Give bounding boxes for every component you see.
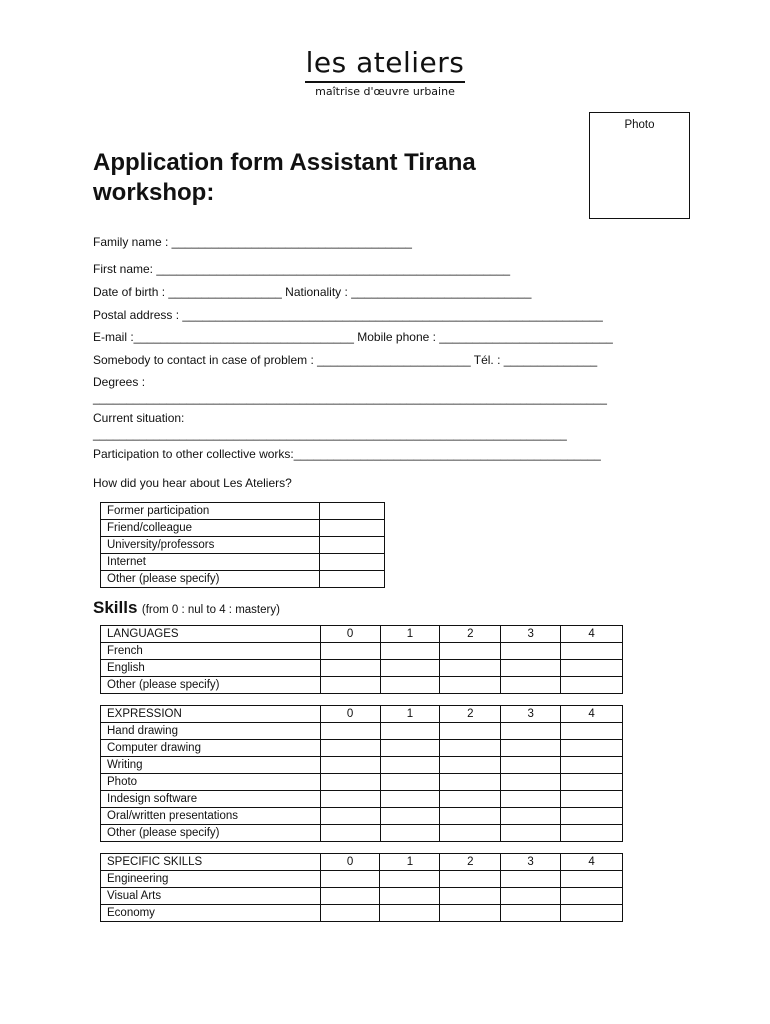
rating-cell[interactable] (561, 774, 623, 791)
table-row (101, 520, 385, 537)
rating-cell[interactable] (501, 871, 561, 888)
birth-nationality-field[interactable]: Date of birth : _________________ Nationality : ___________________________ (93, 285, 532, 299)
degrees-line[interactable]: _____________________________________________________________________________ (93, 391, 607, 405)
rating-cell[interactable] (501, 660, 561, 677)
rating-cell[interactable] (320, 825, 380, 842)
rating-cell[interactable] (380, 740, 440, 757)
skill-label: Writing (101, 757, 321, 774)
option-label: Former participation (101, 503, 320, 520)
rating-cell[interactable] (440, 660, 501, 677)
rating-cell[interactable] (501, 808, 561, 825)
table-row (101, 677, 623, 694)
rating-cell[interactable] (320, 808, 380, 825)
scale-3: 3 (501, 854, 561, 871)
table-row (101, 791, 623, 808)
rating-cell[interactable] (501, 677, 561, 694)
table-row (101, 554, 385, 571)
rating-cell[interactable] (440, 871, 501, 888)
hear-about-question: How did you hear about Les Ateliers? (93, 476, 292, 490)
table-row (101, 723, 623, 740)
table-row (101, 757, 623, 774)
rating-cell[interactable] (501, 791, 561, 808)
rating-cell[interactable] (320, 888, 380, 905)
rating-cell[interactable] (440, 677, 501, 694)
emergency-contact-field[interactable]: Somebody to contact in case of problem : _______________________ Tél. : ______________ (93, 353, 598, 367)
scale-1: 1 (380, 706, 440, 723)
rating-cell[interactable] (561, 871, 623, 888)
rating-cell[interactable] (501, 757, 561, 774)
scale-1: 1 (380, 626, 440, 643)
checkbox-cell[interactable] (320, 554, 385, 571)
rating-cell[interactable] (380, 774, 440, 791)
table-row (101, 871, 623, 888)
skill-label: Oral/written presentations (101, 808, 321, 825)
table-header-row (101, 854, 623, 871)
rating-cell[interactable] (380, 791, 440, 808)
languages-header: LANGUAGES (101, 626, 321, 643)
option-label: University/professors (101, 537, 320, 554)
rating-cell[interactable] (320, 740, 380, 757)
rating-cell[interactable] (440, 723, 501, 740)
rating-cell[interactable] (561, 905, 623, 922)
specific-skills-table (100, 853, 623, 922)
rating-cell[interactable] (320, 660, 380, 677)
table-row (101, 905, 623, 922)
skill-label: English (101, 660, 321, 677)
rating-cell[interactable] (561, 825, 623, 842)
skill-label: Other (please specify) (101, 677, 321, 694)
rating-cell[interactable] (380, 643, 440, 660)
scale-4: 4 (561, 706, 623, 723)
hear-about-table (100, 502, 385, 588)
current-situation-label: Current situation: (93, 411, 185, 425)
photo-box[interactable] (589, 112, 690, 219)
rating-cell[interactable] (501, 643, 561, 660)
scale-1: 1 (380, 854, 440, 871)
rating-cell[interactable] (320, 791, 380, 808)
rating-cell[interactable] (561, 643, 623, 660)
skill-label: Economy (101, 905, 321, 922)
skill-label: Engineering (101, 871, 321, 888)
scale-3: 3 (501, 706, 561, 723)
rating-cell[interactable] (440, 643, 501, 660)
scale-2: 2 (440, 626, 501, 643)
table-row (101, 643, 623, 660)
rating-cell[interactable] (320, 871, 380, 888)
rating-cell[interactable] (561, 888, 623, 905)
first-name-field[interactable]: First name: _____________________________________________________ (93, 262, 511, 276)
skills-heading (93, 598, 280, 618)
skill-label: Hand drawing (101, 723, 321, 740)
rating-cell[interactable] (320, 774, 380, 791)
languages-table (100, 625, 623, 694)
table-row (101, 774, 623, 791)
table-row (101, 503, 385, 520)
table-row (101, 660, 623, 677)
rating-cell[interactable] (320, 723, 380, 740)
table-row (101, 888, 623, 905)
email-mobile-field[interactable]: E-mail :_________________________________ Mobile phone : __________________________ (93, 330, 613, 344)
rating-cell[interactable] (561, 677, 623, 694)
skills-subtitle: (from 0 : nul to 4 : mastery) (141, 604, 280, 616)
degrees-label: Degrees : (93, 375, 146, 389)
option-label: Internet (101, 554, 320, 571)
skill-label: Other (please specify) (101, 825, 321, 842)
rating-cell[interactable] (440, 757, 501, 774)
rating-cell[interactable] (380, 757, 440, 774)
scale-2: 2 (440, 854, 501, 871)
scale-3: 3 (501, 626, 561, 643)
option-label: Friend/colleague (101, 520, 320, 537)
table-row (101, 808, 623, 825)
table-row (101, 537, 385, 554)
rating-cell[interactable] (320, 757, 380, 774)
postal-address-field[interactable]: Postal address : _______________________________________________________________ (93, 308, 603, 322)
checkbox-cell[interactable] (320, 520, 385, 537)
rating-cell[interactable] (440, 791, 501, 808)
rating-cell[interactable] (561, 740, 623, 757)
logo-name: les ateliers (305, 46, 465, 79)
rating-cell[interactable] (440, 825, 501, 842)
table-row (101, 740, 623, 757)
rating-cell[interactable] (380, 677, 440, 694)
expression-header: EXPRESSION (101, 706, 321, 723)
rating-cell[interactable] (561, 757, 623, 774)
skill-label: Computer drawing (101, 740, 321, 757)
table-header-row (101, 626, 623, 643)
logo-tagline: maîtrise d'œuvre urbaine (315, 85, 455, 98)
option-label: Other (please specify) (101, 571, 320, 588)
rating-cell[interactable] (380, 808, 440, 825)
rating-cell[interactable] (380, 660, 440, 677)
rating-cell[interactable] (320, 677, 380, 694)
logo-rule (305, 81, 465, 83)
scale-0: 0 (320, 854, 380, 871)
photo-label: Photo (624, 119, 655, 131)
rating-cell[interactable] (320, 643, 380, 660)
rating-cell[interactable] (380, 723, 440, 740)
expression-table (100, 705, 623, 842)
collective-works-field[interactable]: Participation to other collective works:______________________________________________ (93, 447, 601, 461)
rating-cell[interactable] (501, 905, 561, 922)
rating-cell[interactable] (501, 740, 561, 757)
skills-title: Skills (93, 598, 138, 617)
skill-label: Visual Arts (101, 888, 321, 905)
rating-cell[interactable] (380, 871, 440, 888)
family-name-field[interactable]: Family name : ____________________________________ (93, 235, 412, 249)
rating-cell[interactable] (320, 905, 380, 922)
rating-cell[interactable] (501, 888, 561, 905)
rating-cell[interactable] (440, 905, 501, 922)
table-header-row (101, 706, 623, 723)
table-row (101, 571, 385, 588)
rating-cell[interactable] (561, 723, 623, 740)
rating-cell[interactable] (561, 660, 623, 677)
rating-cell[interactable] (501, 825, 561, 842)
checkbox-cell[interactable] (320, 503, 385, 520)
skill-label: French (101, 643, 321, 660)
specific-skills-header: SPECIFIC SKILLS (101, 854, 321, 871)
rating-cell[interactable] (380, 825, 440, 842)
scale-4: 4 (561, 854, 623, 871)
rating-cell[interactable] (380, 888, 440, 905)
rating-cell[interactable] (440, 740, 501, 757)
rating-cell[interactable] (440, 774, 501, 791)
rating-cell[interactable] (440, 888, 501, 905)
checkbox-cell[interactable] (320, 537, 385, 554)
rating-cell[interactable] (440, 808, 501, 825)
skill-label: Photo (101, 774, 321, 791)
rating-cell[interactable] (501, 774, 561, 791)
rating-cell[interactable] (380, 905, 440, 922)
checkbox-cell[interactable] (320, 571, 385, 588)
rating-cell[interactable] (561, 808, 623, 825)
rating-cell[interactable] (561, 791, 623, 808)
current-situation-line[interactable]: _______________________________________________________________________ (93, 427, 567, 441)
skill-label: Indesign software (101, 791, 321, 808)
logo (0, 46, 770, 99)
scale-2: 2 (440, 706, 501, 723)
page-title: Application form Assistant Tirana workshop: (93, 149, 476, 206)
scale-4: 4 (561, 626, 623, 643)
scale-0: 0 (320, 706, 380, 723)
table-row (101, 825, 623, 842)
rating-cell[interactable] (501, 723, 561, 740)
scale-0: 0 (320, 626, 380, 643)
